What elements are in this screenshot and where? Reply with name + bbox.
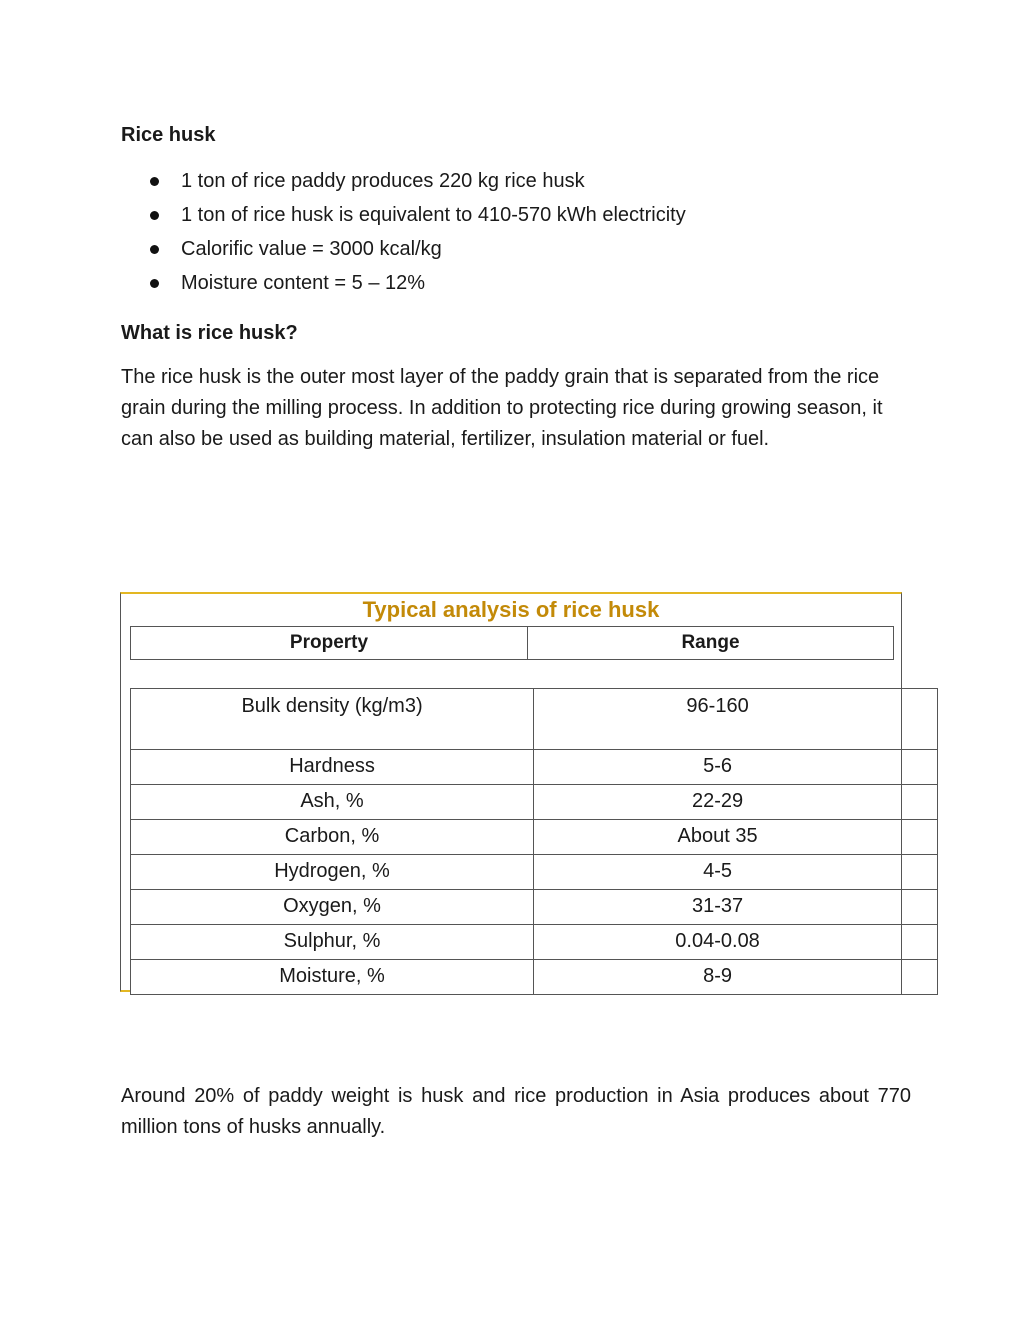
table-row: [131, 750, 938, 785]
empty-cell: [902, 890, 938, 925]
empty-cell: [902, 785, 938, 820]
range-cell: 0.04-0.08: [534, 925, 902, 960]
list-item-text: 1 ton of rice husk is equivalent to 410-570 kWh electricity: [181, 204, 686, 226]
analysis-table: [130, 688, 938, 995]
column-header-range: Range: [528, 627, 894, 660]
property-cell: Hydrogen, %: [131, 855, 534, 890]
range-cell: 22-29: [534, 785, 902, 820]
empty-cell: [902, 960, 938, 995]
list-item: [121, 167, 881, 201]
list-item-text: Calorific value = 3000 kcal/kg: [181, 238, 442, 260]
empty-cell: [902, 820, 938, 855]
empty-cell: [902, 925, 938, 960]
property-cell: Carbon, %: [131, 820, 534, 855]
table-row: [131, 689, 938, 750]
bullet-icon: [150, 177, 159, 186]
section-heading-rice-husk: Rice husk: [121, 124, 216, 146]
range-cell: 31-37: [534, 890, 902, 925]
list-item-text: Moisture content = 5 – 12%: [181, 272, 426, 294]
table-row: [131, 820, 938, 855]
bullet-icon: [150, 245, 159, 254]
property-cell: Ash, %: [131, 785, 534, 820]
range-cell: About 35: [534, 820, 902, 855]
list-item: [121, 235, 881, 269]
bullet-icon: [150, 279, 159, 288]
property-cell: Sulphur, %: [131, 925, 534, 960]
empty-cell: [902, 855, 938, 890]
table-row: [131, 960, 938, 995]
table-row: [131, 925, 938, 960]
list-item: [121, 269, 881, 303]
range-cell: 4-5: [534, 855, 902, 890]
range-cell: 96-160: [534, 689, 902, 750]
range-cell: 5-6: [534, 750, 902, 785]
property-cell: Hardness: [131, 750, 534, 785]
list-item-text: 1 ton of rice paddy produces 220 kg rice husk: [181, 170, 585, 192]
property-cell: Moisture, %: [131, 960, 534, 995]
section-heading-what-is: What is rice husk?: [121, 322, 298, 344]
range-cell: 8-9: [534, 960, 902, 995]
list-item: [121, 201, 881, 235]
closing-paragraph: Around 20% of paddy weight is husk and rice production in Asia produces about 770 million tons of husks annually.: [121, 1085, 911, 1138]
empty-cell: [902, 750, 938, 785]
table-row: [131, 785, 938, 820]
table-header: [130, 626, 894, 660]
table-row: [131, 855, 938, 890]
property-cell: Oxygen, %: [131, 890, 534, 925]
property-cell: Bulk density (kg/m3): [131, 689, 534, 750]
column-header-property: Property: [131, 627, 528, 660]
bullet-icon: [150, 211, 159, 220]
description-paragraph: The rice husk is the outer most layer of the paddy grain that is separated from the rice grain during the milling process. In addition to protecting rice during growing season, it can also be used as building material, fertilizer, insulation material or fuel.: [121, 366, 883, 450]
table-title: Typical analysis of rice husk: [362, 597, 660, 622]
empty-cell: [902, 689, 938, 750]
table-row: [131, 890, 938, 925]
facts-bullet-list: [121, 167, 881, 303]
